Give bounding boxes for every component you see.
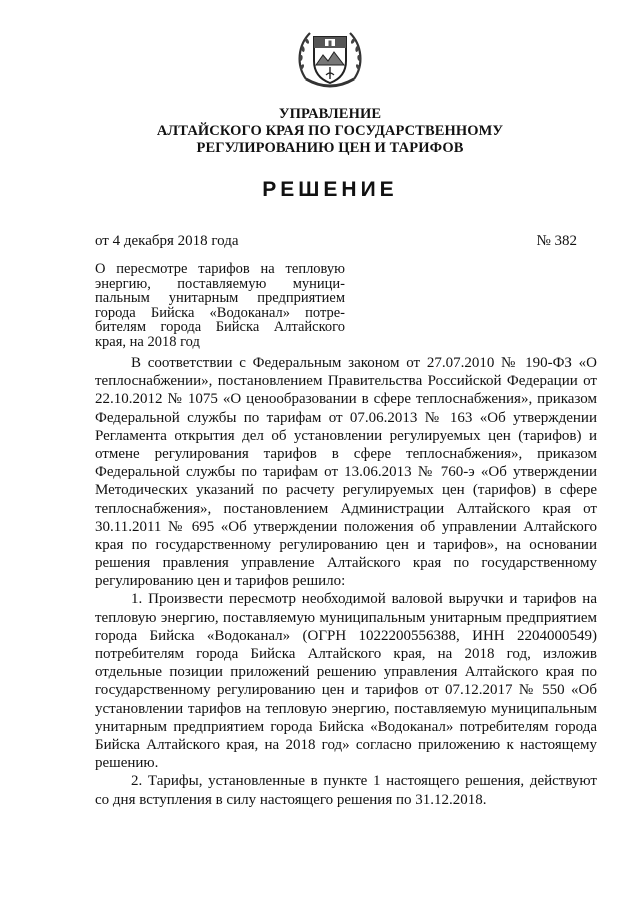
subject-line: края, на 2018 год	[95, 334, 200, 349]
body-line: решению.	[95, 755, 159, 772]
document-date: от 4 декабря 2018 года	[95, 233, 239, 249]
subject-line: О пересмотре тарифов на тепловую	[95, 262, 345, 277]
body-line: унитарным предприятием города Бийска «Водоканал» потребителям города	[95, 718, 597, 735]
subject-line: города Бийска «Водоканал» потре-	[95, 305, 345, 320]
body-line: 22.10.2012 № 1075 «О ценообразовании в сфере теплоснабжения», приказом	[95, 391, 597, 408]
body-line: тепловую энергию, поставляемую муниципальным унитарным предприятием	[95, 609, 597, 626]
body-line: установлении тарифов на тепловую энергию, поставляемую муниципальным	[95, 700, 597, 717]
body-line: Методических указаний по расчету регулируемых цен (тарифов) в сфере	[95, 482, 597, 499]
body-line: государственному регулированию цен и тарифов от 07.12.2017 № 550 «Об	[95, 682, 597, 699]
body-line: со дня вступления в силу настоящего решения по 31.12.2018.	[95, 791, 487, 808]
subject-line: энергию, поставляемую муници-	[95, 276, 345, 291]
body-line: 2. Тарифы, установленные в пункте 1 настоящего решения, действуют	[131, 773, 597, 790]
body-line: Регламента открытия дел об установлении регулируемых цен (тарифов) и	[95, 427, 597, 444]
body-line: 30.11.2011 № 695 «Об утверждении положения об управлении Алтайского	[95, 518, 597, 535]
org-name-line-1: УПРАВЛЕНИЕ	[278, 106, 382, 122]
body-line: регулированию цен и тарифов решило:	[95, 573, 346, 590]
document-subject	[95, 262, 345, 349]
document-body	[95, 354, 597, 809]
body-line: Федеральной службы по тарифам от 13.06.2013 № 760-э «Об утверждении	[95, 464, 597, 481]
body-line: В соответствии с Федеральным законом от 27.07.2010 № 190-ФЗ «О	[131, 355, 597, 371]
body-line: края по государственному регулированию цен и тарифов», на основании	[95, 536, 597, 553]
document-title: РЕШЕНИЕ	[262, 178, 398, 201]
org-name-line-3: РЕГУЛИРОВАНИЮ ЦЕН И ТАРИФОВ	[196, 140, 464, 156]
document-number: № 382	[536, 233, 577, 249]
body-line: решения правления управление Алтайского края по государственному	[95, 555, 597, 572]
body-line: города Бийска «Водоканал» (ОГРН 1022200556388, ИНН 2204000549)	[95, 627, 597, 644]
body-line: теплоснабжения», постановлением Администрации Алтайского края от	[95, 500, 597, 517]
body-line: Бийска Алтайского края, на 2018 год» согласно приложению к настоящему	[95, 736, 597, 753]
body-line: отмене регулирования тарифов в сфере теплоснабжения», приказом	[95, 445, 597, 462]
body-line: теплоснабжении», постановлением Правительства Российской Федерации от	[95, 373, 597, 390]
body-line: потребителям города Бийска Алтайского края, на 2018 год, изложив	[95, 646, 597, 662]
subject-line: бителям города Бийска Алтайского	[95, 320, 345, 335]
coat-of-arms-emblem-icon	[292, 21, 368, 97]
body-line: 1. Произвести пересмотр необходимой валовой выручки и тарифов на	[131, 591, 597, 608]
body-line: отдельные позиции приложений решению управления Алтайского края по	[95, 664, 597, 681]
body-line: Федеральной службы по тарифам от 07.06.2013 № 163 «Об утверждении	[95, 409, 597, 426]
org-name-line-2: АЛТАЙСКОГО КРАЯ ПО ГОСУДАРСТВЕННОМУ	[156, 123, 504, 139]
subject-line: пальным унитарным предприятием	[95, 291, 345, 306]
